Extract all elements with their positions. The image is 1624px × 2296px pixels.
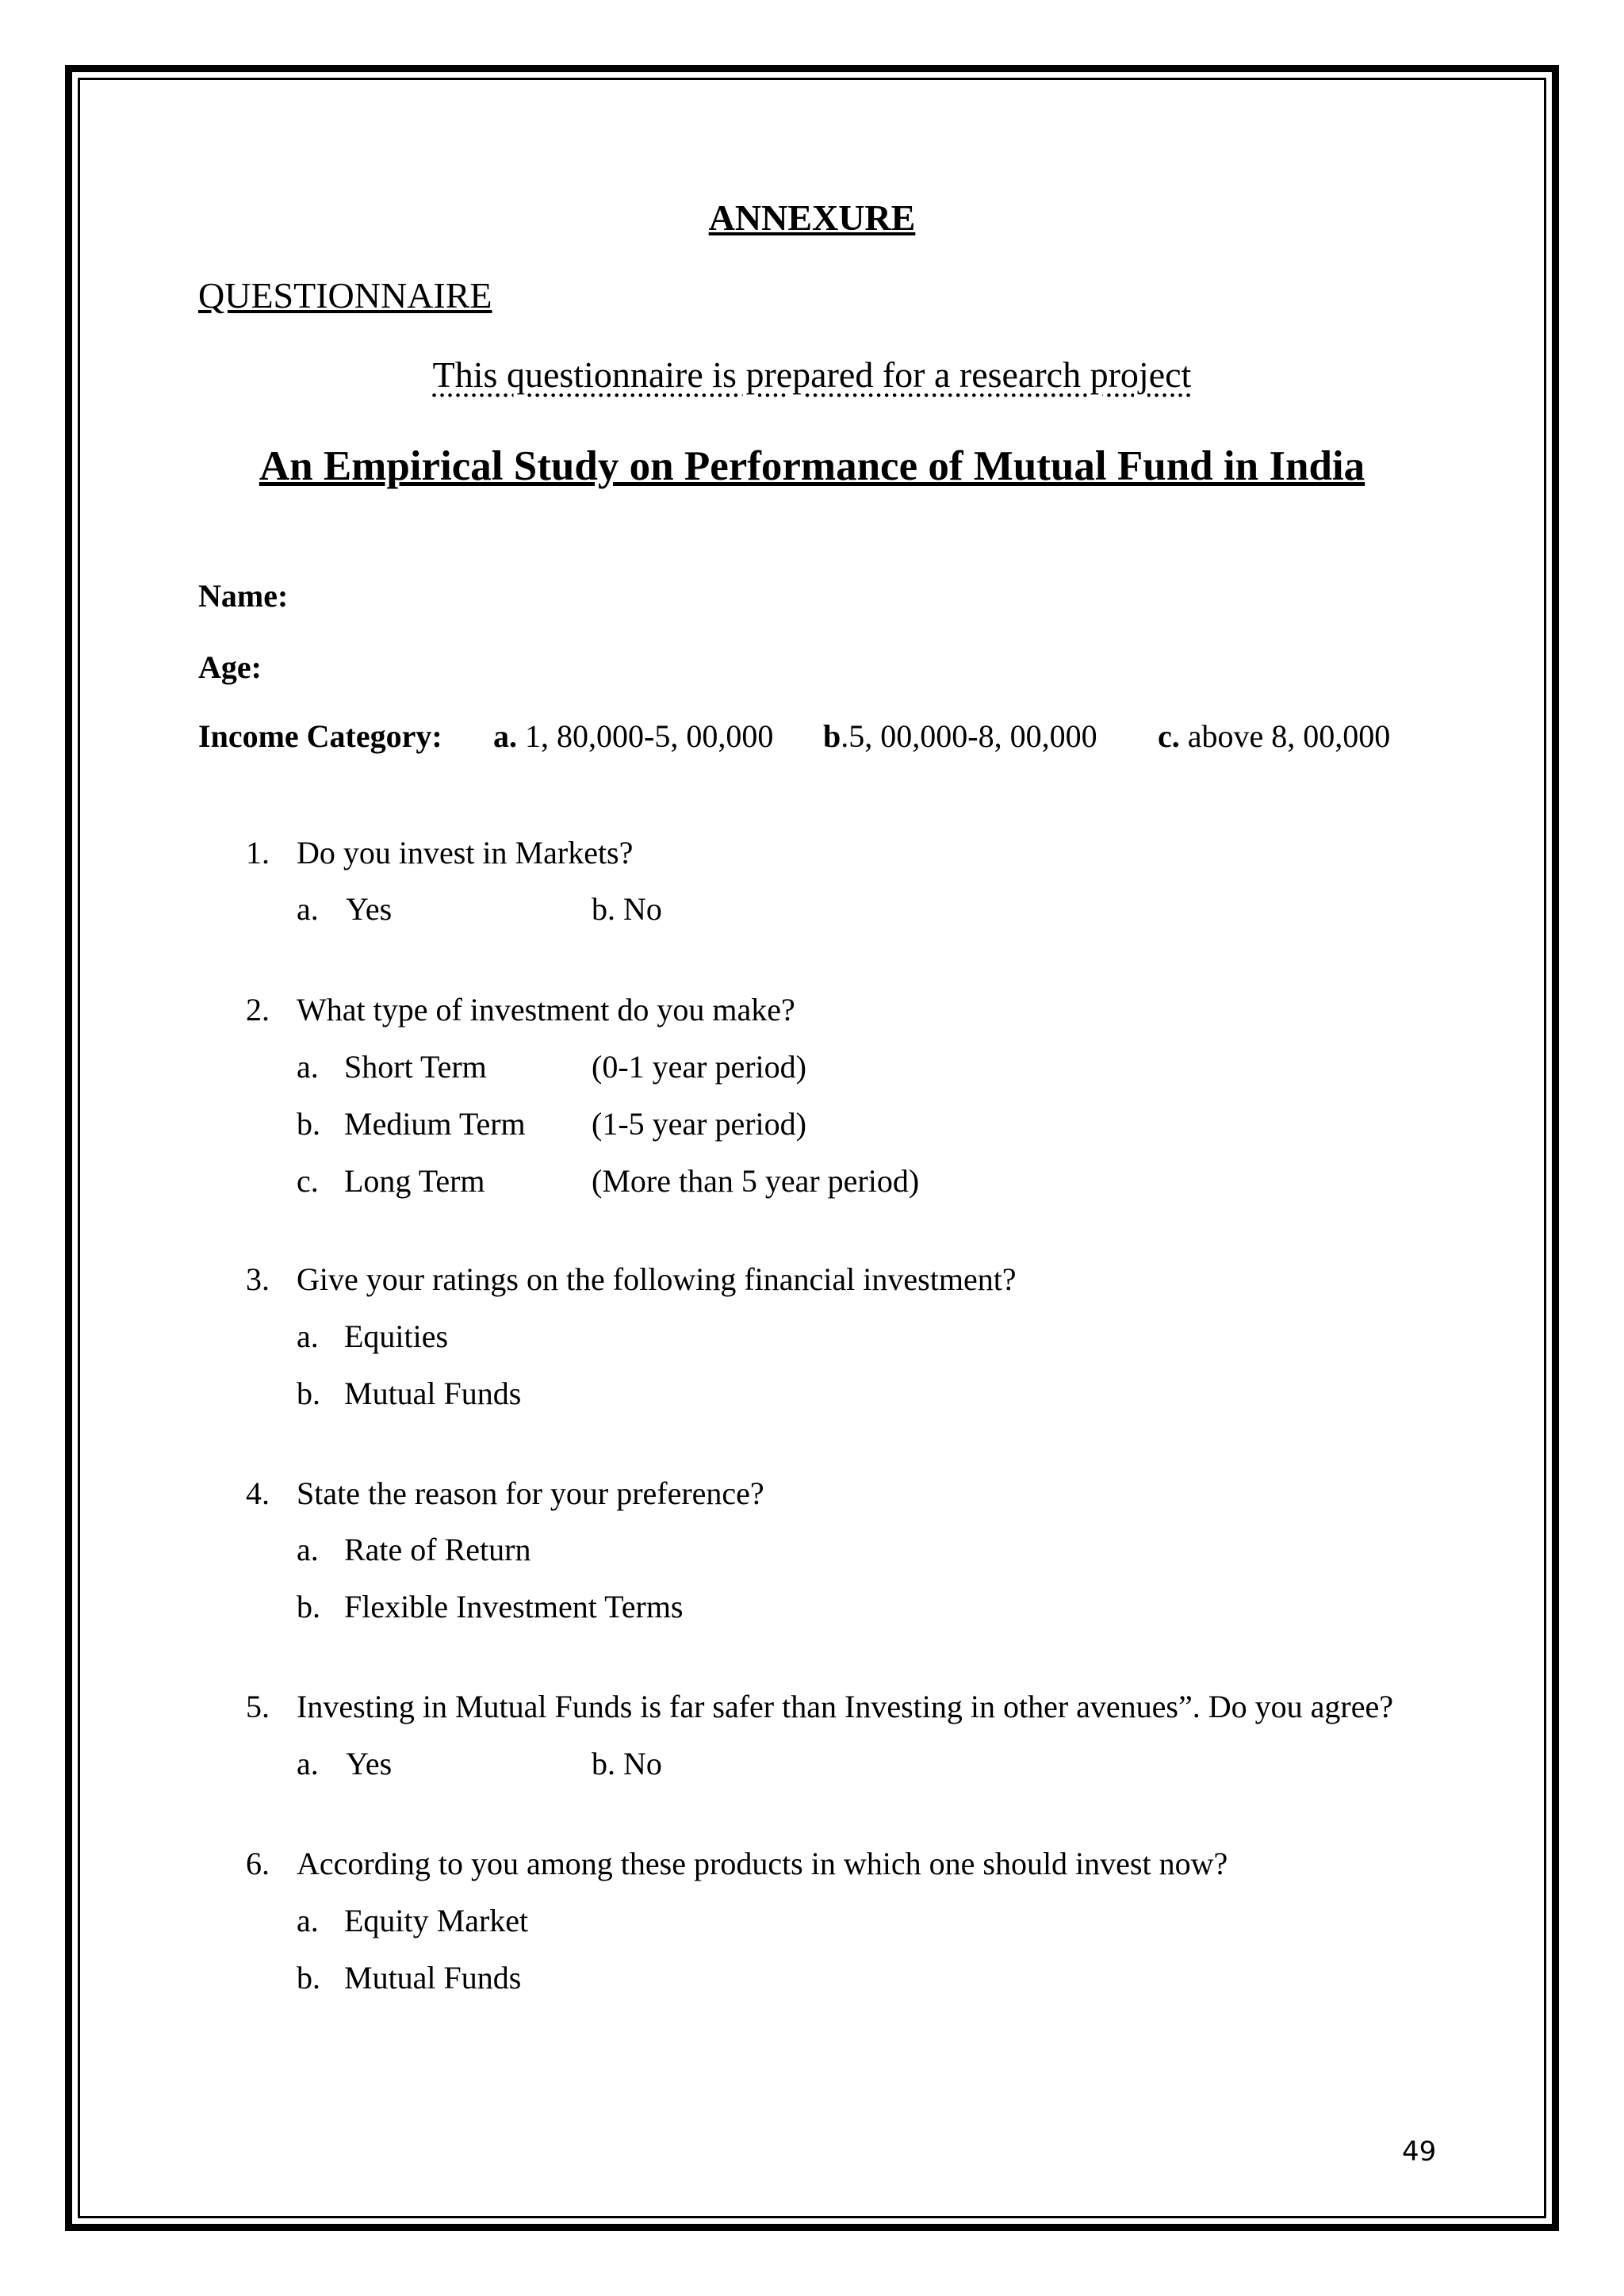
- option-text: Mutual Funds: [344, 1960, 522, 1996]
- question-5: [0, 1688, 1624, 1728]
- option-text: Medium Term: [344, 1106, 526, 1142]
- question-2: [0, 991, 1624, 1031]
- option-letter: a.: [297, 1049, 319, 1085]
- income-option-b: [823, 718, 1097, 755]
- option-1a: [0, 890, 1624, 930]
- option-extra: b. No: [592, 891, 662, 927]
- option-extra: (1-5 year period): [592, 1106, 806, 1142]
- page-border-inner: [78, 78, 1546, 2218]
- income-option-c: [1158, 718, 1390, 755]
- question-text: What type of investment do you make?: [297, 992, 795, 1027]
- option-2a: [0, 1048, 1624, 1088]
- option-6b: [0, 1959, 1624, 1999]
- option-5a: [0, 1745, 1624, 1785]
- purpose-statement: This questionnaire is prepared for a research project: [432, 354, 1192, 395]
- question-text: Give your ratings on the following financial investment?: [297, 1261, 1017, 1297]
- option-4b: [0, 1588, 1624, 1628]
- question-text: According to you among these products in which one should invest now?: [297, 1846, 1228, 1881]
- option-text: Short Term: [344, 1049, 487, 1085]
- option-text: Yes: [346, 891, 393, 927]
- option-extra: (0-1 year period): [592, 1049, 806, 1085]
- age-label: Age:: [198, 649, 262, 685]
- question-4: [0, 1475, 1624, 1514]
- question-number: 5.: [246, 1689, 270, 1724]
- income-option-letter: b: [823, 718, 841, 754]
- question-number: 4.: [246, 1475, 270, 1511]
- option-extra: (More than 5 year period): [592, 1163, 920, 1199]
- option-text: Yes: [346, 1746, 393, 1781]
- question-number: 6.: [246, 1846, 270, 1881]
- option-letter: a.: [297, 1318, 319, 1354]
- page-number: 49: [1402, 2136, 1437, 2168]
- option-2b: [0, 1105, 1624, 1145]
- option-6a: [0, 1902, 1624, 1942]
- option-letter: a.: [297, 891, 319, 927]
- option-letter: b.: [297, 1106, 320, 1142]
- option-letter: a.: [297, 1903, 319, 1938]
- question-text: Investing in Mutual Funds is far safer than Investing in other avenues”. Do you agree?: [297, 1689, 1393, 1724]
- study-title: An Empirical Study on Performance of Mutual Fund in India: [259, 443, 1365, 489]
- income-option-text: above 8, 00,000: [1179, 718, 1391, 754]
- question-text: State the reason for your preference?: [297, 1475, 764, 1511]
- option-3b: [0, 1375, 1624, 1414]
- option-letter: a.: [297, 1746, 319, 1781]
- option-extra: b. No: [592, 1746, 662, 1781]
- income-option-letter: c.: [1158, 718, 1180, 754]
- questionnaire-heading: QUESTIONNAIRE: [198, 275, 492, 316]
- option-text: Mutual Funds: [344, 1376, 522, 1411]
- income-category-label: Income Category:: [198, 718, 442, 754]
- question-1: [0, 834, 1624, 874]
- option-text: Equity Market: [344, 1903, 529, 1938]
- question-3: [0, 1261, 1624, 1300]
- option-3a: [0, 1318, 1624, 1357]
- option-text: Flexible Investment Terms: [344, 1589, 684, 1624]
- option-letter: a.: [297, 1532, 319, 1567]
- question-6: [0, 1845, 1624, 1885]
- option-4a: [0, 1531, 1624, 1571]
- name-label: Name:: [198, 578, 289, 614]
- question-number: 3.: [246, 1261, 270, 1297]
- option-letter: c.: [297, 1163, 319, 1199]
- question-number: 2.: [246, 992, 270, 1027]
- income-option-a: [493, 718, 773, 755]
- option-letter: b.: [297, 1376, 320, 1411]
- option-text: Long Term: [344, 1163, 485, 1199]
- option-2c: [0, 1162, 1624, 1202]
- question-text: Do you invest in Markets?: [297, 835, 634, 871]
- income-option-text: 1, 80,000-5, 00,000: [517, 718, 774, 754]
- annexure-heading: ANNEXURE: [708, 197, 916, 238]
- option-letter: b.: [297, 1960, 320, 1996]
- income-option-text: .5, 00,000-8, 00,000: [841, 718, 1097, 754]
- income-option-letter: a.: [493, 718, 517, 754]
- option-text: Rate of Return: [344, 1532, 531, 1567]
- question-number: 1.: [246, 835, 270, 871]
- option-text: Equities: [344, 1318, 449, 1354]
- option-letter: b.: [297, 1589, 320, 1624]
